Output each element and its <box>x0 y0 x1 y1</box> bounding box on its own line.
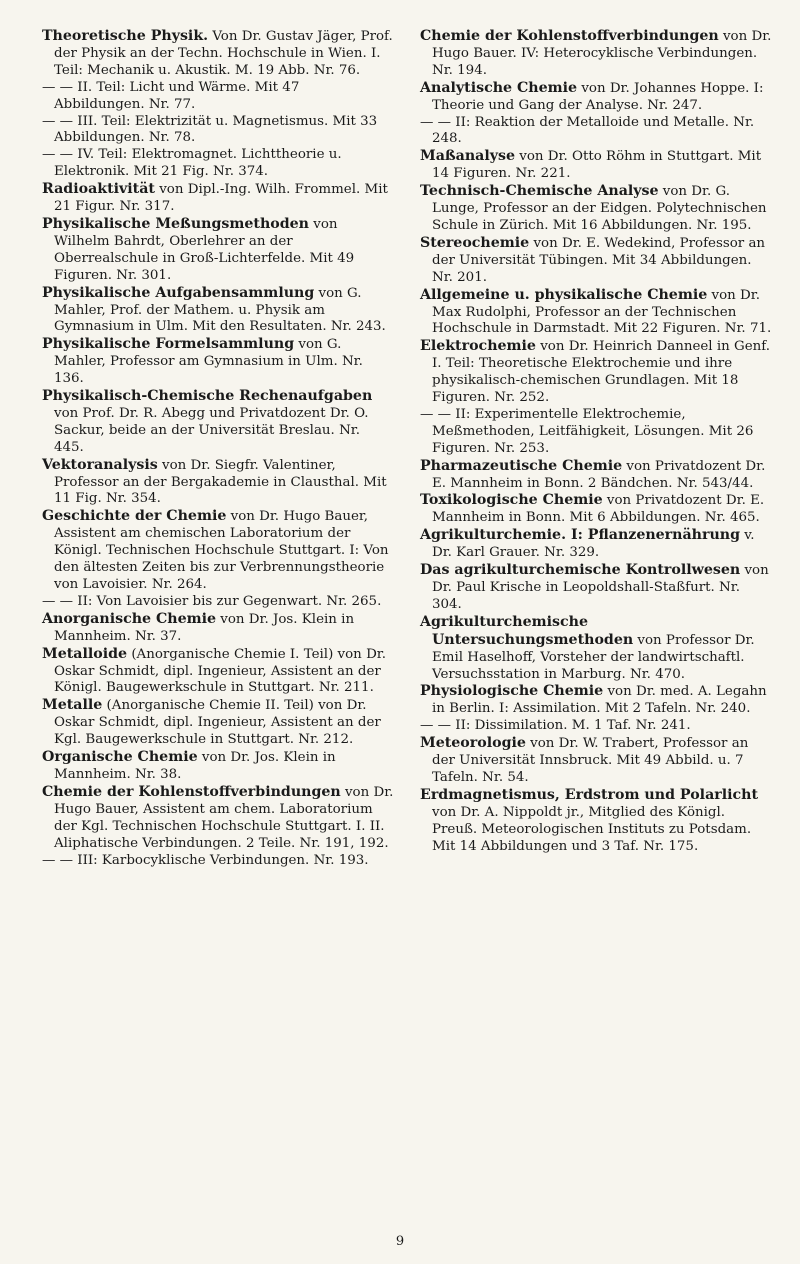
entry-text: von Dr. W. Trabert, Professor an der Universität Innsbruck. Mit 49 Abbild. u. 7 Tafeln. Nr. 54. <box>432 736 749 785</box>
entry-title: Stereochemie <box>420 234 530 251</box>
catalog-entry <box>420 787 772 856</box>
catalog-entry <box>420 287 772 339</box>
entry-text: (Anorganische Chemie II. Teil) von Dr. Oskar Schmidt, dipl. Ingenieur, Assistent an der Kgl. Baugewerkschule in Stuttgart. Nr. 212. <box>54 698 381 748</box>
entry-title: Radioaktivität <box>42 181 155 198</box>
entry-text: von Dr. Jos. Klein in Mannheim. Nr. 37. <box>54 611 355 644</box>
catalog-entry <box>420 183 772 235</box>
entry-title: Metalloide <box>42 645 128 662</box>
entry-title: Analytische Chemie <box>420 79 578 96</box>
catalog-entry <box>42 457 394 509</box>
entry-text: von Dipl.-Ing. Wilh. Frommel. Mit 21 Figur. Nr. 317. <box>54 182 388 215</box>
left-column <box>42 28 394 869</box>
catalog-entry <box>42 853 394 870</box>
entry-title: Maßanalyse <box>420 148 516 165</box>
entry-title: Allgemeine u. physikalische Chemie <box>420 286 708 303</box>
entry-title: Pharmazeutische Chemie <box>420 457 623 474</box>
catalog-entry <box>42 80 394 114</box>
entry-title: Chemie der Kohlenstoffverbindungen <box>420 28 719 44</box>
catalog-entry <box>420 235 772 287</box>
entry-text: — — IV. Teil: Elektromagnet. Lichttheorie u. Elektronik. Mit 21 Fig. Nr. 374. <box>42 147 342 180</box>
catalog-entry <box>420 148 772 183</box>
entry-title: Metalle <box>42 697 103 714</box>
entry-title: Organische Chemie <box>42 749 198 766</box>
entry-text: von Dr. Johannes Hoppe. I: Theorie und Gang der Analyse. Nr. 247. <box>432 80 764 113</box>
catalog-entry <box>420 28 772 80</box>
entry-text: von Dr. med. A. Legahn in Berlin. I: Assimilation. Mit 2 Tafeln. Nr. 240. <box>432 684 767 717</box>
right-column <box>420 28 772 856</box>
catalog-entry <box>42 697 394 749</box>
entry-text: von Prof. Dr. R. Abegg und Privatdozent Dr. O. Sackur, beide an der Universität Breslau. Nr. 445. <box>54 405 369 455</box>
entry-title: Elektrochemie <box>420 338 536 355</box>
entry-text: — — III. Teil: Elektrizität u. Magnetismus. Mit 33 Abbildungen. Nr. 78. <box>42 113 378 146</box>
entry-title: Toxikologische Chemie <box>420 492 603 509</box>
entry-text: von Dr. Siegfr. Valentiner, Professor an der Bergakademie in Clausthal. Mit 11 Fig. Nr. 354. <box>54 457 387 507</box>
entry-text: von G. Mahler, Professor am Gymnasium in Ulm. Nr. 136. <box>54 337 363 387</box>
catalog-entry <box>420 614 772 684</box>
entry-text: (Anorganische Chemie I. Teil) von Dr. Oskar Schmidt, dipl. Ingenieur, Assistent an der Königl. Baugewerkschule in Stuttgart. Nr. 211. <box>54 646 386 696</box>
entry-text: von Dr. E. Wedekind, Professor an der Universität Tübingen. Mit 34 Abbildungen. Nr. 201. <box>432 235 766 285</box>
page-number: 9 <box>395 1234 405 1249</box>
entry-text: von Dr. Jos. Klein in Mannheim. Nr. 38. <box>54 750 336 782</box>
catalog-entry <box>420 683 772 718</box>
entry-text: — — II: Experimentelle Elektrochemie, Meßmethoden, Leitfähigkeit, Lösungen. Mit 26 Figuren. Nr. 253. <box>420 406 754 456</box>
entry-text: von Dr. Hugo Bauer, Assistent am chemischen Laboratorium der Königl. Technischen Hochschule Stuttgart. I: Von den ältesten Zeiten bis zur Verbrennungstheorie von Lavoisier. Nr. 264. <box>54 509 389 592</box>
entry-title: Agrikulturchemie. I: Pflanzenernährung <box>420 527 741 544</box>
catalog-entry <box>42 594 394 611</box>
entry-title: Anorganische Chemie <box>42 610 217 627</box>
entry-title: Vektoranalysis <box>42 456 158 473</box>
entry-text: von Dr. Hugo Bauer, Assistent am chem. Laboratorium der Kgl. Technischen Hochschule Stuttgart. I. II. Aliphatische Verbindungen. 2 Teile. Nr. 191, 192. <box>54 784 394 851</box>
entry-text: von Dr. A. Nippoldt jr., Mitglied des Königl. Preuß. Meteorologischen Instituts zu Potsdam. Mit 14 Abbildungen und 3 Taf. Nr. 175. <box>432 804 752 854</box>
entry-text: — — II: Von Lavoisier bis zur Gegenwart. Nr. 265. <box>42 593 382 609</box>
catalog-entry <box>420 458 772 493</box>
entry-title: Physikalische Meßungsmethoden <box>42 215 309 232</box>
catalog-entry <box>42 611 394 646</box>
entry-title: Technisch-Chemische Analyse <box>420 183 659 200</box>
catalog-entry <box>420 492 772 527</box>
catalog-entry <box>420 718 772 735</box>
catalog-entry <box>420 527 772 562</box>
entry-text: v. Dr. Karl Grauer. Nr. 329. <box>432 528 755 561</box>
entry-text: von Dr. Heinrich Danneel in Genf. I. Teil: Theoretische Elektrochemie und ihre physikalisch-chemischen Grundlagen. Mit 18 Figuren. Nr. 252. <box>432 339 770 406</box>
entry-text: — — III: Karbocyklische Verbindungen. Nr. 193. <box>42 852 369 868</box>
catalog-entry <box>42 749 394 784</box>
entry-title: Geschichte der Chemie <box>42 508 227 525</box>
entry-text: — — II. Teil: Licht und Wärme. Mit 47 Abbildungen. Nr. 77. <box>42 79 300 112</box>
entry-text: von Dr. Max Rudolphi, Professor an der Technischen Hochschule in Darmstadt. Mit 22 Figuren. Nr. 71. <box>432 287 772 337</box>
catalog-entry <box>42 388 394 457</box>
catalog-entry <box>42 508 394 594</box>
catalog-entry <box>420 407 772 458</box>
entry-title: Das agrikulturchemische Kontrollwesen <box>420 562 741 579</box>
catalog-entry <box>420 115 772 149</box>
catalog-entry <box>420 80 772 115</box>
entry-text: von Dr. Paul Krische in Leopoldshall-Staßfurt. Nr. 304. <box>432 563 769 612</box>
catalog-entry <box>420 735 772 787</box>
entry-text: von Dr. Hugo Bauer. IV: Heterocyklische Verbindungen. Nr. 194. <box>432 29 772 78</box>
catalog-entry <box>420 338 772 407</box>
catalog-entry <box>42 114 394 148</box>
entry-title: Chemie der Kohlenstoffverbindungen <box>42 783 341 800</box>
entry-title: Erdmagnetismus, Erdstrom und Polarlicht <box>420 786 759 803</box>
entry-text: von Professor Dr. Emil Haselhoff, Vorsteher der landwirtschaftl. Versuchsstation in Marburg. Nr. 470. <box>432 632 755 682</box>
entry-title: Physikalische Formelsammlung <box>42 336 295 353</box>
entry-text: von Wilhelm Bahrdt, Oberlehrer an der Oberrealschule in Groß-Lichterfelde. Mit 49 Figuren. Nr. 301. <box>54 216 355 283</box>
entry-title: Physiologische Chemie <box>420 683 604 700</box>
catalog-entry <box>42 28 394 80</box>
entry-text: Von Dr. Gustav Jäger, Prof. der Physik an der Techn. Hochschule in Wien. I. Teil: Mechanik u. Akustik. M. 19 Abb. Nr. 76. <box>54 29 393 78</box>
entry-text: von Privatdozent Dr. E. Mannheim in Bonn. 2 Bändchen. Nr. 543/44. <box>432 458 766 491</box>
entry-title: Physikalische Aufgabensammlung <box>42 284 315 301</box>
catalog-entry <box>420 562 772 614</box>
catalog-entry <box>42 784 394 853</box>
entry-text: von G. Mahler, Prof. der Mathem. u. Physik am Gymnasium in Ulm. Mit den Resultaten. Nr. 243. <box>54 285 386 335</box>
entry-title: Agrikulturchemische Untersuchungsmethoden <box>420 613 634 648</box>
catalog-entry <box>42 285 394 337</box>
catalog-entry <box>42 147 394 181</box>
catalog-entry <box>42 181 394 216</box>
catalog-entry <box>42 336 394 388</box>
entry-text: von Dr. G. Lunge, Professor an der Eidgen. Polytechnischen Schule in Zürich. Mit 16 Abbildungen. Nr. 195. <box>432 184 767 233</box>
entry-text: — — II: Reaktion der Metalloide und Metalle. Nr. 248. <box>420 114 755 147</box>
entry-text: von Dr. Otto Röhm in Stuttgart. Mit 14 Figuren. Nr. 221. <box>432 149 762 182</box>
catalog-entry <box>42 646 394 698</box>
entry-title: Physikalisch-Chemische Rechenaufgaben <box>42 388 373 405</box>
entry-text: — — II: Dissimilation. M. 1 Taf. Nr. 241. <box>420 718 691 734</box>
entry-text: von Privatdozent Dr. E. Mannheim in Bonn. Mit 6 Abbildungen. Nr. 465. <box>432 493 765 526</box>
catalog-entry <box>42 216 394 285</box>
entry-title: Theoretische Physik. <box>42 28 209 44</box>
entry-title: Meteorologie <box>420 735 526 752</box>
